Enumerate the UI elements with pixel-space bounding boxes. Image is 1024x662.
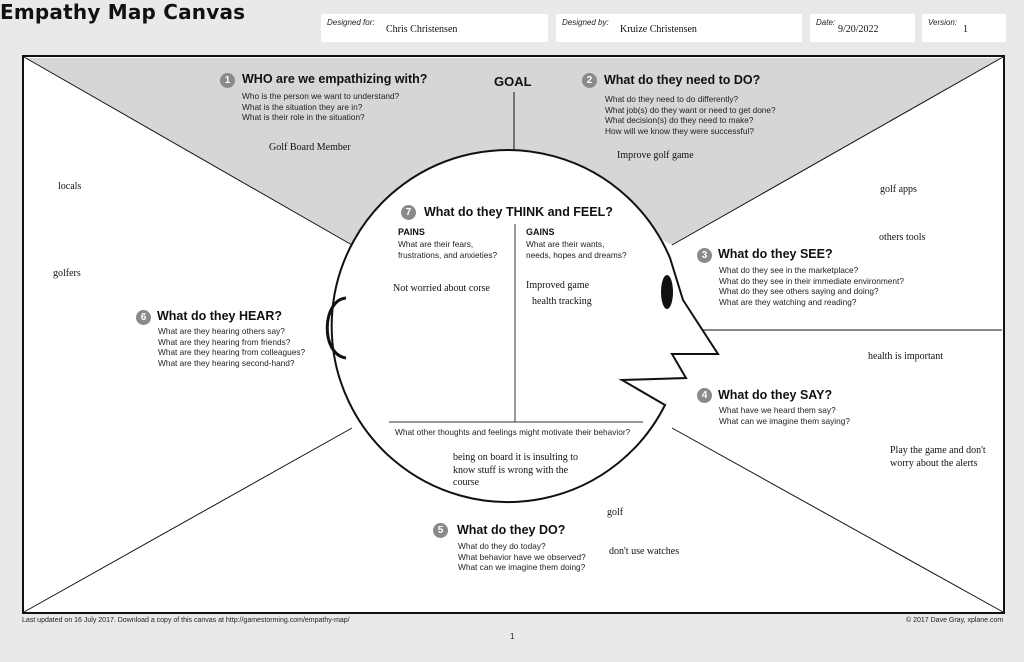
version-label: Version: — [928, 18, 958, 27]
hear-prompt: What are they hearing second-hand? — [158, 357, 295, 368]
see-number-badge: 3 — [697, 248, 712, 263]
do-today-prompt: What can we imagine them doing? — [458, 562, 586, 573]
designed-by-value: Kruize Christensen — [620, 24, 697, 35]
do-need-heading: What do they need to DO? — [604, 73, 761, 87]
do-today-heading: What do they DO? — [457, 523, 566, 537]
who-number-badge: 1 — [220, 73, 235, 88]
say-note-line: worry about the alerts — [890, 457, 978, 469]
do-need-note[interactable]: Improve golf game — [617, 150, 694, 161]
see-prompt: What are they watching and reading? — [719, 296, 857, 307]
who-prompts — [242, 91, 399, 123]
do-need-prompt: How will we know they were successful? — [605, 125, 754, 136]
other-thoughts-line: being on board it is insulting to — [453, 452, 578, 463]
hear-heading: What do they HEAR? — [157, 309, 282, 323]
do-today-prompts — [458, 541, 586, 573]
who-prompt: What is their role in the situation? — [242, 112, 365, 123]
do-need-prompt: What job(s) do they want or need to get done? — [605, 104, 776, 115]
see-prompt: What do they see others saying and doing? — [719, 286, 879, 297]
gains-prompt: needs, hopes and dreams? — [526, 249, 627, 260]
see-prompts — [719, 265, 904, 307]
hear-prompt: What are they hearing others say? — [158, 326, 285, 336]
do-need-prompt: What decision(s) do they need to make? — [605, 115, 754, 126]
diagonal-bottom-left — [24, 428, 352, 612]
who-heading: WHO are we empathizing with? — [242, 72, 428, 86]
hear-note[interactable]: locals — [58, 181, 82, 192]
hear-prompt: What are they hearing from friends? — [158, 336, 291, 347]
do-today-note[interactable]: golf — [607, 507, 624, 518]
other-thoughts-line: course — [453, 477, 480, 488]
do-need-prompt: What do they need to do differently? — [605, 94, 739, 104]
see-prompt: What do they see in their immediate environment? — [719, 275, 904, 286]
gains-note[interactable]: Improved game — [526, 280, 590, 291]
pains-prompt: frustrations, and anxieties? — [398, 249, 498, 260]
page-number: 1 — [510, 632, 515, 641]
designed-for-label: Designed for: — [327, 18, 375, 27]
do-today-number-badge: 5 — [433, 523, 448, 538]
do-today-prompt: What do they do today? — [458, 541, 546, 551]
footer-right: © 2017 Dave Gray, xplane.com — [906, 617, 1004, 624]
gains-prompt: What are their wants, — [526, 239, 605, 249]
hear-number-badge: 6 — [136, 310, 151, 325]
gains-label: GAINS — [526, 227, 555, 237]
hear-prompt: What are they hearing from colleagues? — [158, 347, 306, 358]
see-note[interactable]: others tools — [879, 232, 926, 243]
say-number-badge: 4 — [697, 388, 712, 403]
gains-prompts — [526, 239, 627, 260]
other-thoughts-line: know stuff is wrong with the — [453, 464, 569, 476]
do-need-prompts — [605, 94, 776, 136]
pains-label: PAINS — [398, 227, 425, 237]
designed-by-label: Designed by: — [562, 18, 609, 27]
see-heading: What do they SEE? — [718, 247, 833, 261]
gains-note[interactable]: health tracking — [532, 296, 592, 307]
date-label: Date: — [816, 18, 836, 27]
hear-prompts — [158, 326, 305, 368]
pains-note[interactable]: Not worried about corse — [393, 283, 490, 294]
goal-label: GOAL — [494, 74, 532, 89]
eye — [661, 275, 673, 309]
pains-prompt: What are their fears, — [398, 239, 474, 249]
do-need-number-badge: 2 — [582, 73, 597, 88]
who-prompt: Who is the person we want to understand? — [242, 91, 400, 101]
say-note[interactable] — [890, 445, 986, 470]
version-value: 1 — [963, 24, 968, 35]
pains-prompts — [398, 239, 497, 260]
say-prompt: What can we imagine them saying? — [719, 415, 850, 426]
do-today-prompt: What behavior have we observed? — [458, 551, 586, 562]
other-thoughts-prompt: What other thoughts and feelings might motivate their behavior? — [395, 427, 631, 437]
think-feel-number-badge: 7 — [401, 205, 416, 220]
see-note[interactable]: golf apps — [880, 184, 917, 195]
say-prompt: What have we heard them say? — [719, 405, 836, 415]
say-heading: What do they SAY? — [718, 388, 833, 402]
say-note-line: Play the game and don't — [890, 445, 986, 456]
who-note[interactable]: Golf Board Member — [269, 142, 351, 153]
see-prompt: What do they see in the marketplace? — [719, 265, 859, 275]
other-thoughts-note[interactable] — [453, 452, 578, 490]
date-value: 9/20/2022 — [838, 24, 879, 35]
hear-note[interactable]: golfers — [53, 268, 81, 279]
think-feel-heading: What do they THINK and FEEL? — [424, 205, 613, 219]
do-today-note[interactable]: don't use watches — [609, 546, 680, 557]
footer-left: Last updated on 16 July 2017. Download a copy of this canvas at http://gamestorming.com/empathy-map/ — [22, 617, 350, 624]
say-prompts — [719, 405, 850, 426]
page-title: Empathy Map Canvas — [0, 0, 246, 24]
say-note[interactable]: health is important — [868, 351, 943, 362]
designed-for-value: Chris Christensen — [386, 24, 458, 35]
who-prompt: What is the situation they are in? — [242, 101, 363, 112]
